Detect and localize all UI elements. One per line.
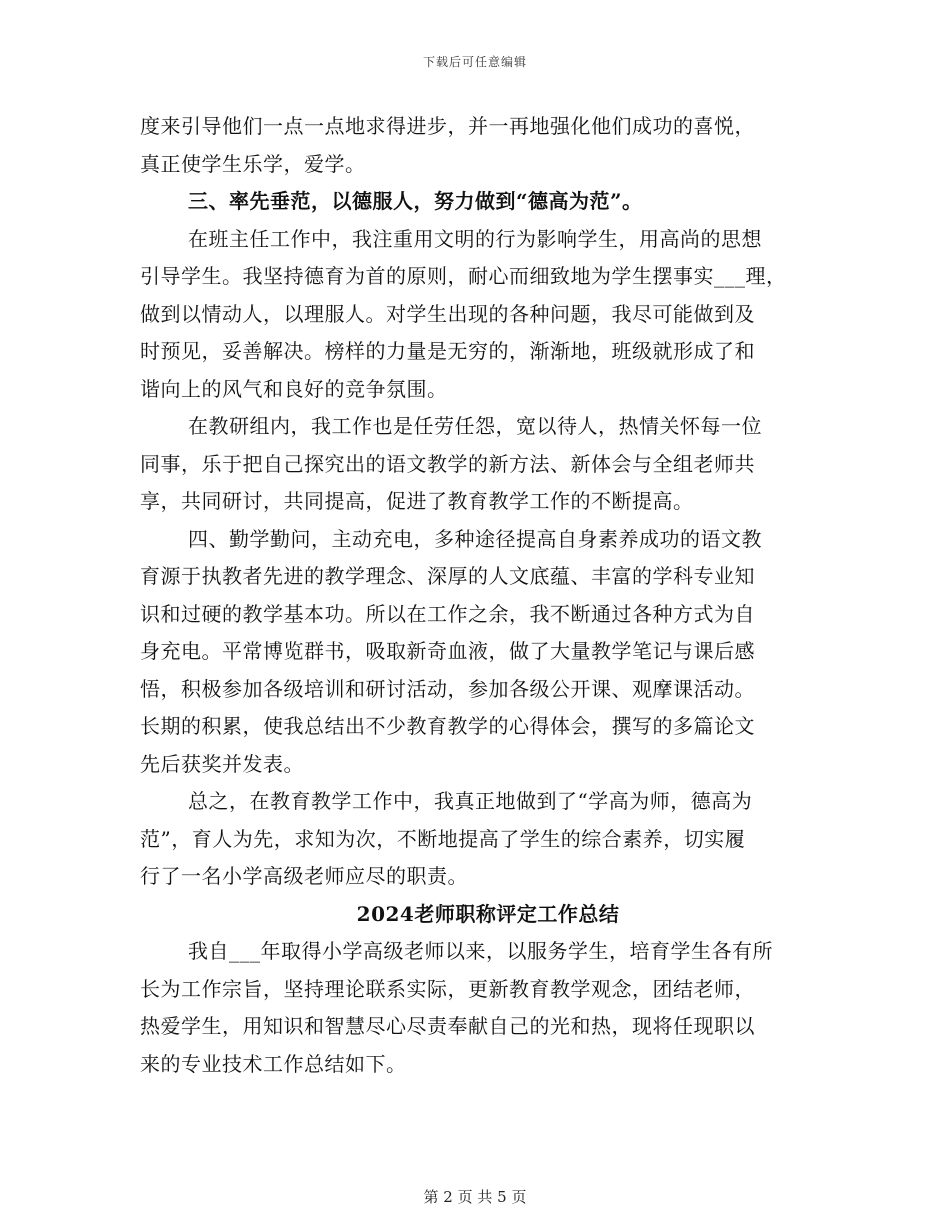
- paragraph-line: 长为工作宗旨，坚持理论联系实际，更新教育教学观念，团结老师，: [140, 976, 755, 1001]
- paragraph-line: 总之，在教育教学工作中，我真正地做到了“学高为师，德高为: [188, 789, 753, 813]
- paragraph-line: 长期的积累，使我总结出不少教育教学的心得体会，撰写的多篇论文: [140, 714, 755, 738]
- paragraph-line: 热爱学生，用知识和智慧尽心尽责奉献自己的光和热，现将任现职以: [140, 1014, 755, 1038]
- section-heading-3: 三、率先垂范，以德服人，努力做到“德高为范”。: [188, 189, 643, 213]
- paragraph-line: 身充电。平常博览群书，吸取新奇血液，做了大量教学笔记与课后感: [140, 639, 755, 663]
- paragraph-line: 谐向上的风气和良好的竞争氛围。: [140, 376, 448, 401]
- paragraph-line: 四、勤学勤问，主动充电，多种途径提高自身素养成功的语文教: [188, 526, 762, 551]
- page-header: 下载后可任意编辑: [422, 55, 527, 69]
- paragraph-line: 范”，育人为先，求知为次，不断地提高了学生的综合素养，切实履: [140, 826, 746, 851]
- paragraph-line: 时预见，妥善解决。榜样的力量是无穷的，渐渐地，班级就形成了和: [140, 339, 755, 363]
- paragraph-line: 在教研组内，我工作也是任劳任怨，宽以待人，热情关怀每一位: [188, 414, 762, 438]
- paragraph-line: 先后获奖并发表。: [140, 751, 304, 776]
- page-number: 第 2 页 共 5 页: [423, 1188, 527, 1206]
- paragraph-line: 行了一名小学高级老师应尽的职责。: [140, 864, 468, 888]
- section-title: 2024老师职称评定工作总结: [356, 901, 620, 926]
- paragraph-line: 同事，乐于把自己探究出的语文教学的新方法、新体会与全组老师共: [140, 451, 755, 476]
- paragraph-line: 育源于执教者先进的教学理念、深厚的人文底蕴、丰富的学科专业知: [140, 564, 755, 588]
- paragraph-line: 来的专业技术工作总结如下。: [140, 1051, 407, 1076]
- document-body: [140, 108, 816, 1083]
- paragraph-line: 悟，积极参加各级培训和研讨活动，参加各级公开课、观摩课活动。: [140, 676, 755, 701]
- paragraph-line: 引导学生。我坚持德育为首的原则，耐心而细致地为学生摆事实___理，: [140, 264, 787, 288]
- paragraph-line: 真正使学生乐学，爱学。: [140, 151, 366, 176]
- paragraph-line: 享，共同研讨，共同提高，促进了教育教学工作的不断提高。: [140, 489, 694, 513]
- paragraph-line: 做到以情动人，以理服人。对学生出现的各种问题，我尽可能做到及: [140, 301, 755, 326]
- paragraph-line: 度来引导他们一点一点地求得进步，并一再地强化他们成功的喜悦，: [140, 114, 755, 138]
- paragraph-line: 识和过硬的教学基本功。所以在工作之余，我不断通过各种方式为自: [140, 601, 755, 626]
- paragraph-line: 我自___年取得小学高级老师以来，以服务学生，培育学生各有所: [188, 939, 773, 963]
- paragraph-line: 在班主任工作中，我注重用文明的行为影响学生，用高尚的思想: [188, 226, 762, 251]
